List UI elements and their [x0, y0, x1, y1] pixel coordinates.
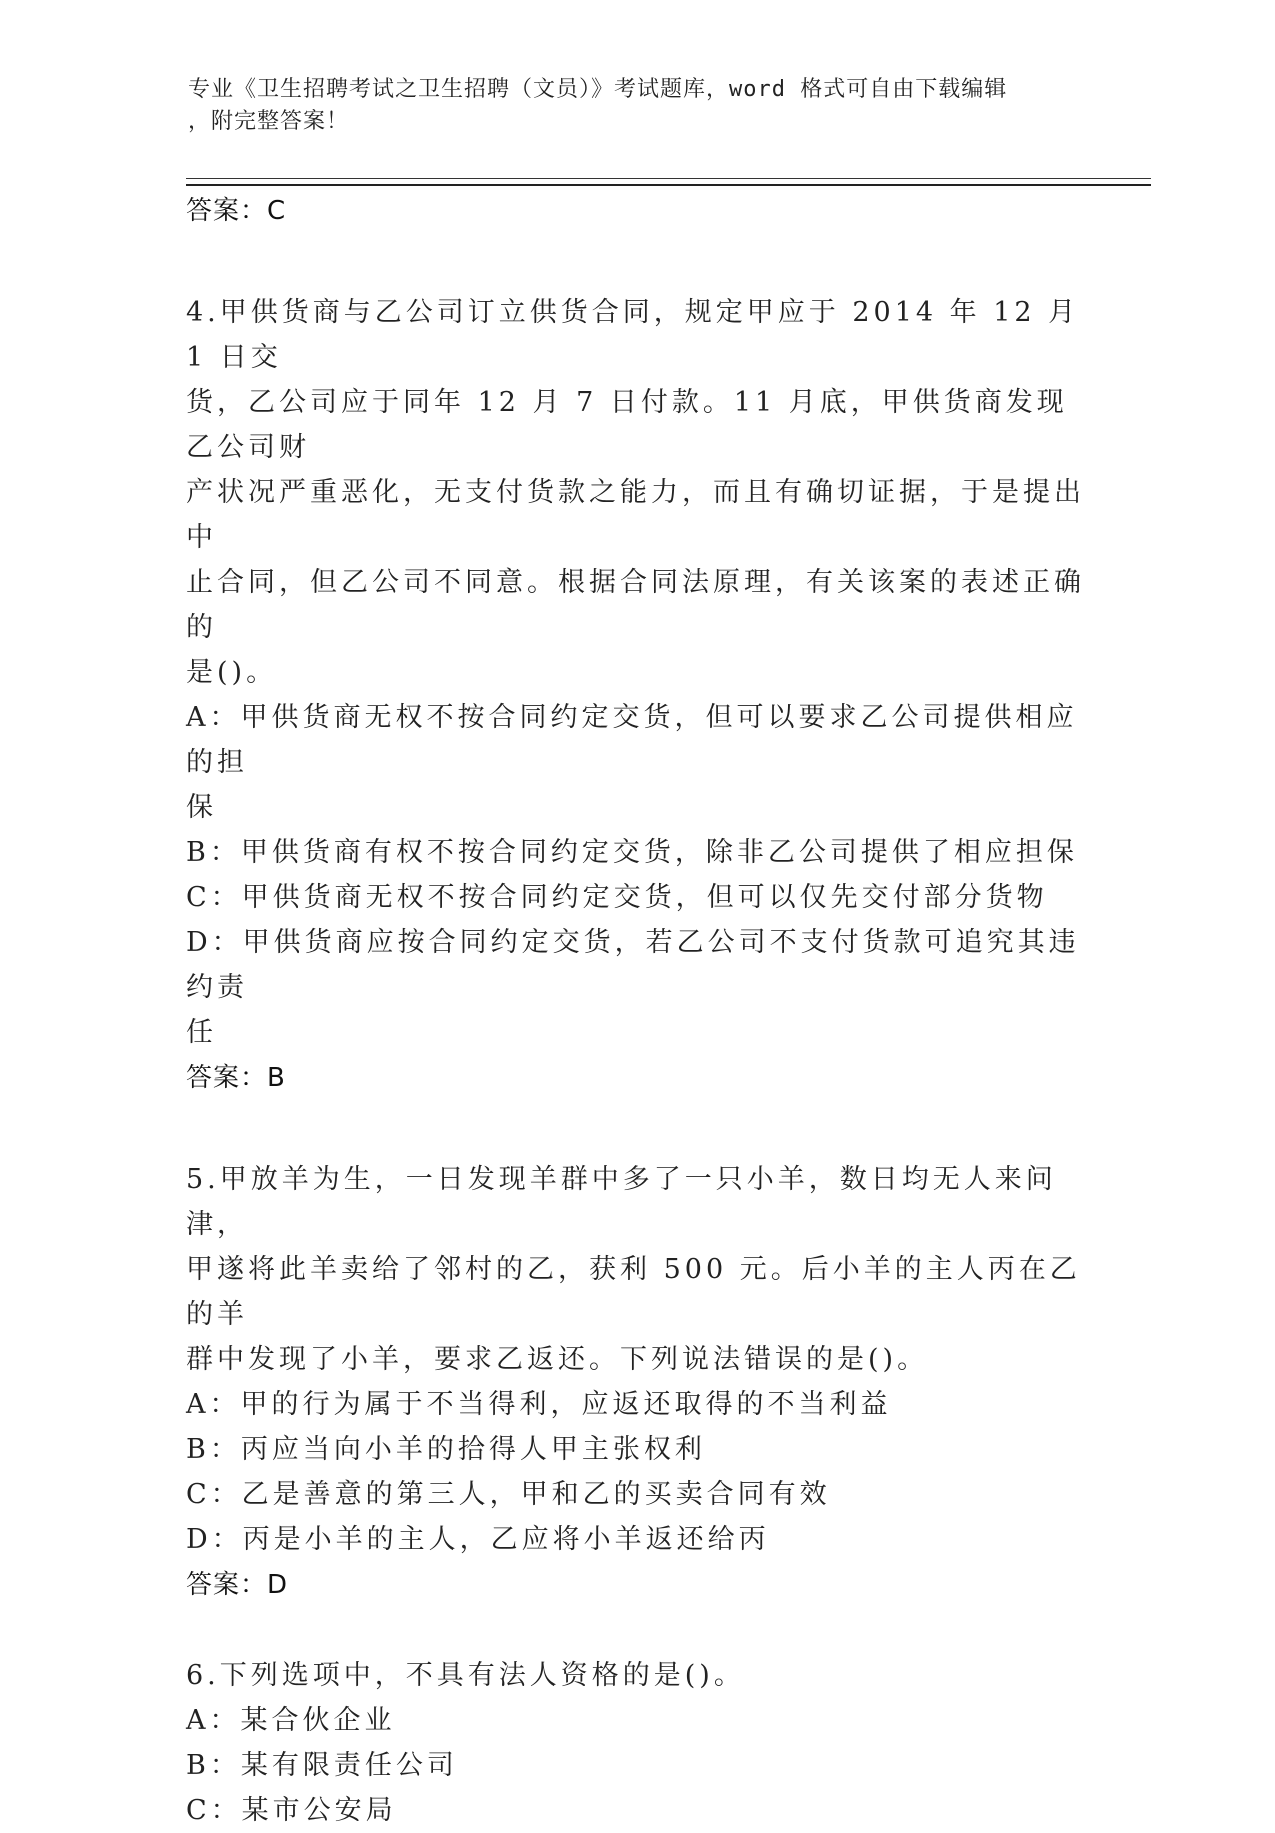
header-line-2: ，附完整答案！ [188, 109, 350, 134]
answer-q5: 答案：D [186, 1570, 289, 1600]
question-6 [186, 1653, 1086, 1833]
question-5-option-a: A：甲的行为属于不当得利，应返还取得的不当利益 [186, 1389, 892, 1420]
question-5 [186, 1157, 1086, 1608]
question-6-option-a: A：某合伙企业 [186, 1705, 396, 1736]
question-5-option-d: D：丙是小羊的主人，乙应将小羊返还给丙 [186, 1524, 770, 1555]
question-4-option-a: A：甲供货商无权不按合同约定交货，但可以要求乙公司提供相应的担 [186, 702, 1078, 778]
question-5-option-c: C：乙是善意的第三人，甲和乙的买卖合同有效 [186, 1479, 831, 1510]
question-4-option-c: C：甲供货商无权不按合同约定交货，但可以仅先交付部分货物 [186, 882, 1048, 913]
document-body [186, 188, 1086, 1833]
header-line-1: 专业《卫生招聘考试之卫生招聘（文员）》考试题库，word 格式可自由下载编辑 [188, 77, 1008, 102]
question-4-stem-line: 产状况严重恶化，无支付货款之能力，而且有确切证据，于是提出中 [186, 477, 1085, 553]
question-6-option-b: B：某有限责任公司 [186, 1750, 458, 1781]
question-6-stem-line: 6.下列选项中，不具有法人资格的是()。 [186, 1660, 745, 1691]
question-4 [186, 290, 1086, 1101]
question-4-stem-line: 是()。 [186, 657, 278, 688]
question-4-option-b: B：甲供货商有权不按合同约定交货，除非乙公司提供了相应担保 [186, 837, 1078, 868]
question-4-stem-line: 货，乙公司应于同年 12 月 7 日付款。11 月底，甲供货商发现乙公司财 [186, 387, 1068, 463]
answer-q3: 答案：C [186, 196, 287, 226]
answer-q4: 答案：B [186, 1063, 286, 1093]
question-4-stem-line: 4.甲供货商与乙公司订立供货合同，规定甲应于 2014 年 12 月 1 日交 [186, 297, 1080, 373]
page-header [188, 74, 1088, 138]
question-5-option-b: B：丙应当向小羊的拾得人甲主张权利 [186, 1434, 706, 1465]
question-4-stem-line: 止合同，但乙公司不同意。根据合同法原理，有关该案的表述正确的 [186, 567, 1085, 643]
header-divider [186, 178, 1151, 186]
question-5-stem-line: 5.甲放羊为生，一日发现羊群中多了一只小羊，数日均无人来问津， [186, 1164, 1057, 1240]
question-5-stem-line: 甲遂将此羊卖给了邻村的乙，获利 500 元。后小羊的主人丙在乙的羊 [186, 1254, 1081, 1330]
question-4-option-d-cont: 任 [186, 1017, 217, 1048]
question-6-option-c: C：某市公安局 [186, 1795, 397, 1826]
question-4-option-a-cont: 保 [186, 792, 217, 823]
question-5-stem-line: 群中发现了小羊，要求乙返还。下列说法错误的是()。 [186, 1344, 929, 1375]
question-4-option-d: D：甲供货商应按合同约定交货，若乙公司不支付货款可追究其违约责 [186, 927, 1080, 1003]
